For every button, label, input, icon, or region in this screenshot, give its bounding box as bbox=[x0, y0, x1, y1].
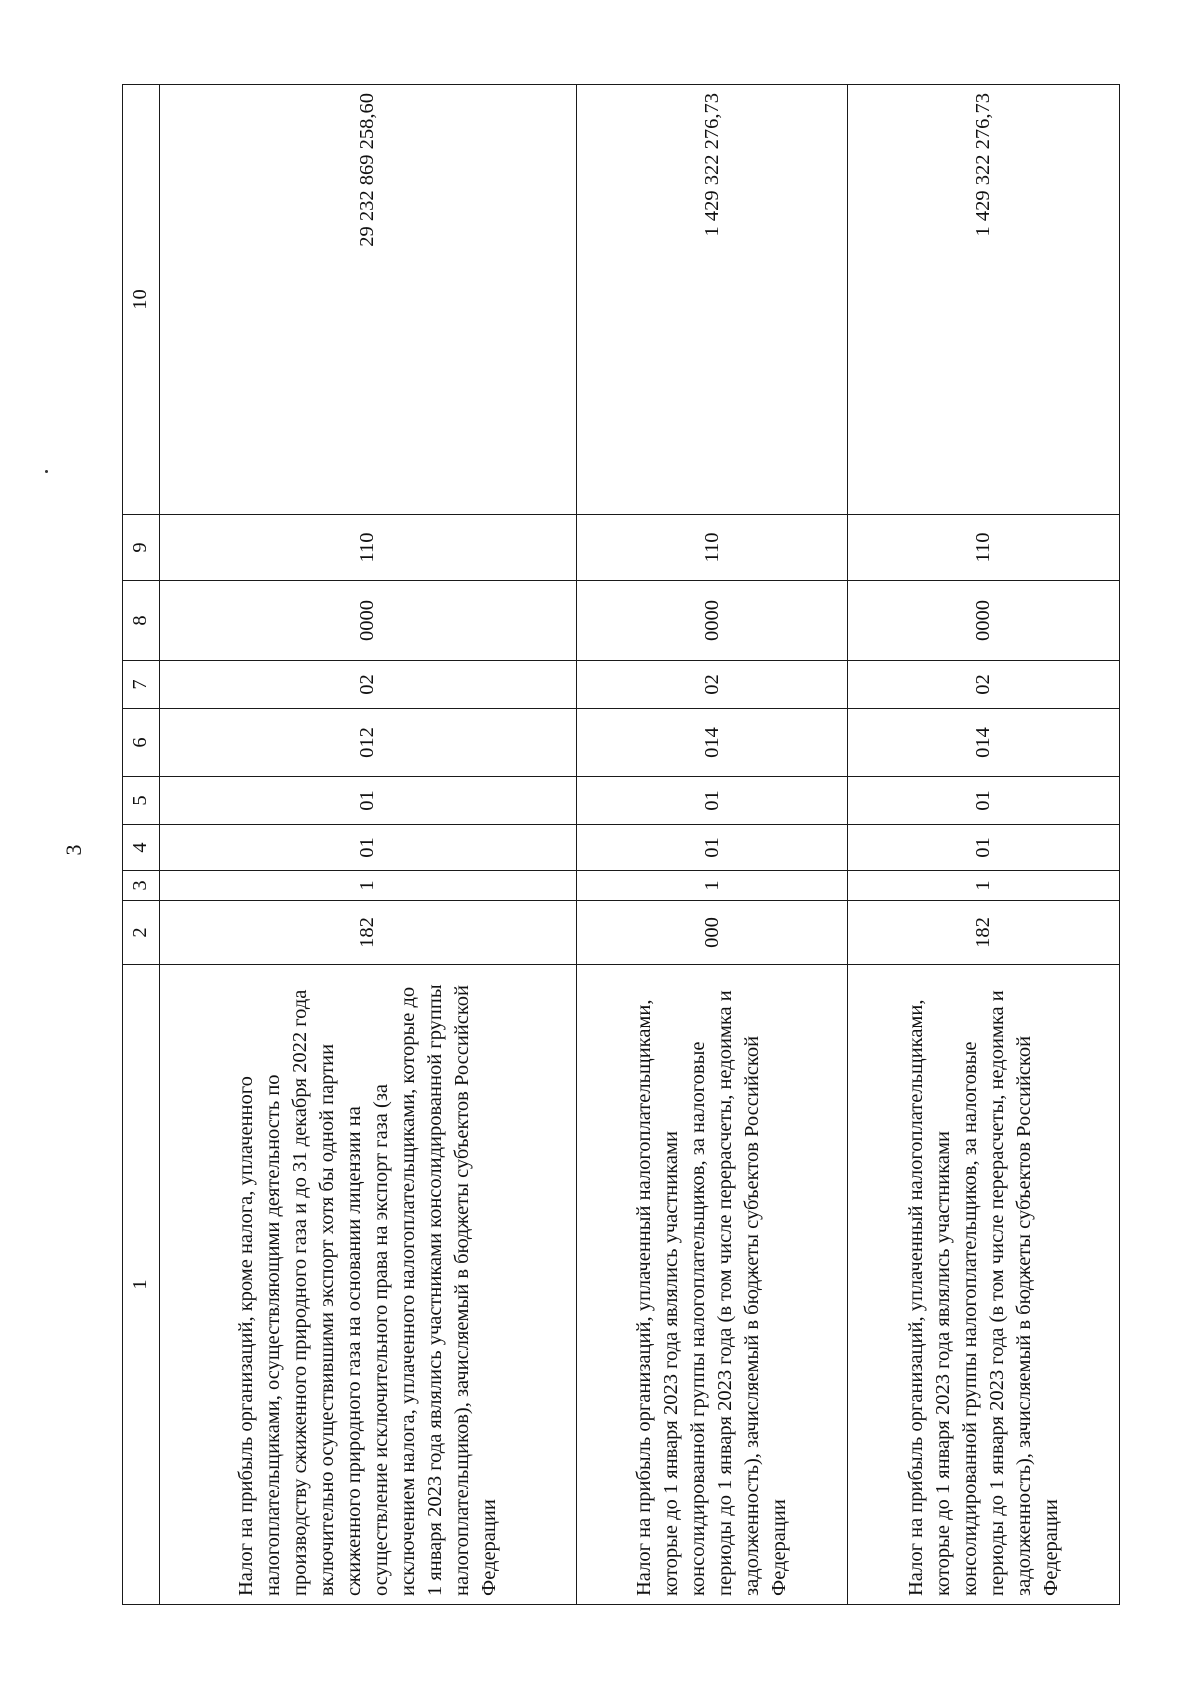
column-header: 7 bbox=[123, 661, 160, 709]
table-row bbox=[576, 85, 848, 1605]
table-row bbox=[160, 85, 577, 1605]
table-row bbox=[848, 85, 1120, 1605]
income-description: Налог на прибыль организаций, уплаченный налогоплательщиками, которые до 1 января 2023 года являлись участниками консолидированной группы налогоплательщиков, за налоговые периоды до 1 января 2023 года (в том числе перерасчеты, недоимка и задолженность), зачисляемый в бюджеты субъектов Российской Федерации bbox=[576, 965, 848, 1605]
column-number-row bbox=[123, 85, 160, 1605]
subarticle-code: 014 bbox=[848, 709, 1120, 777]
element-code: 02 bbox=[576, 661, 848, 709]
admin-code: 182 bbox=[848, 901, 1120, 965]
subgroup-code: 01 bbox=[576, 825, 848, 871]
subarticle-code: 014 bbox=[576, 709, 848, 777]
program-code: 0000 bbox=[576, 581, 848, 661]
program-code: 0000 bbox=[848, 581, 1120, 661]
group-code: 1 bbox=[848, 871, 1120, 901]
scan-speck bbox=[45, 470, 48, 473]
program-code: 0000 bbox=[160, 581, 577, 661]
column-header: 4 bbox=[123, 825, 160, 871]
element-code: 02 bbox=[160, 661, 577, 709]
article-code: 01 bbox=[848, 777, 1120, 825]
column-header: 3 bbox=[123, 871, 160, 901]
element-code: 02 bbox=[848, 661, 1120, 709]
subgroup-code: 01 bbox=[160, 825, 577, 871]
economic-code: 110 bbox=[160, 515, 577, 581]
article-code: 01 bbox=[576, 777, 848, 825]
income-description: Налог на прибыль организаций, уплаченный налогоплательщиками, которые до 1 января 2023 года являлись участниками консолидированной группы налогоплательщиков, за налоговые периоды до 1 января 2023 года (в том числе перерасчеты, недоимка и задолженность), зачисляемый в бюджеты субъектов Российской Федерации bbox=[848, 965, 1120, 1605]
economic-code: 110 bbox=[576, 515, 848, 581]
column-header: 9 bbox=[123, 515, 160, 581]
amount-value: 1 429 322 276,73 bbox=[576, 85, 848, 515]
column-header: 6 bbox=[123, 709, 160, 777]
budget-table bbox=[122, 84, 1120, 1605]
amount-value: 29 232 869 258,60 bbox=[160, 85, 577, 515]
column-header: 5 bbox=[123, 777, 160, 825]
column-header: 8 bbox=[123, 581, 160, 661]
income-description: Налог на прибыль организаций, кроме налога, уплаченного налогоплательщиками, осуществляющими деятельность по производству сжиженного природного газа и до 31 декабря 2022 года включительно осуществившими экспорт хотя бы одной партии сжиженного природного газа на основании лицензии на осуществление исключительного права на экспорт газа (за исключением налога, уплаченного налогоплательщиками, которые до 1 января 2023 года являлись участниками консолидированной группы налогоплательщиков), зачисляемый в бюджеты субъектов Российской Федерации bbox=[160, 965, 577, 1605]
economic-code: 110 bbox=[848, 515, 1120, 581]
budget-table-container bbox=[122, 85, 1120, 1605]
group-code: 1 bbox=[160, 871, 577, 901]
group-code: 1 bbox=[576, 871, 848, 901]
admin-code: 182 bbox=[160, 901, 577, 965]
column-header: 1 bbox=[123, 965, 160, 1605]
amount-value: 1 429 322 276,73 bbox=[848, 85, 1120, 515]
subarticle-code: 012 bbox=[160, 709, 577, 777]
column-header: 10 bbox=[123, 85, 160, 515]
admin-code: 000 bbox=[576, 901, 848, 965]
article-code: 01 bbox=[160, 777, 577, 825]
column-header: 2 bbox=[123, 901, 160, 965]
subgroup-code: 01 bbox=[848, 825, 1120, 871]
page-number: 3 bbox=[61, 844, 86, 856]
